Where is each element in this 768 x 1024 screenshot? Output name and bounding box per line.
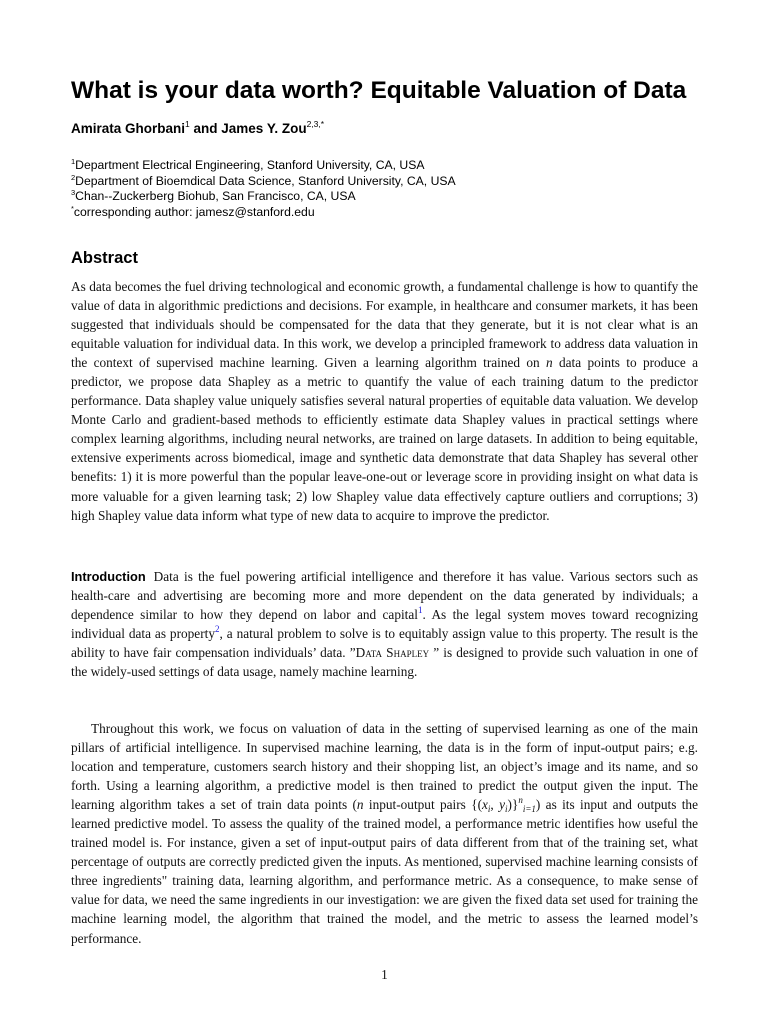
data-shapley-term: Data Shapley: [355, 645, 430, 661]
introduction-paragraph: [71, 567, 698, 681]
reference-link[interactable]: 1: [417, 605, 423, 616]
affiliation-mark: 3: [71, 188, 76, 197]
math-variable: n: [356, 797, 364, 813]
reference-link[interactable]: 2: [214, 624, 220, 635]
affiliation-text: Department of Bioemdical Data Science, Stanford University, CA, USA: [75, 173, 456, 188]
affiliation-mark: 1: [185, 119, 190, 129]
affiliation-item: [71, 205, 456, 221]
body-text: , a natural problem to solve is to equitably assign value to this property. The result is the ability to have fair compensation individuals’ data. ”: [71, 626, 698, 661]
body-text: . As the legal system moves toward recognizing individual data as property: [71, 607, 698, 642]
affiliation-text: Chan--Zuckerberg Biohub, San Francisco, CA, USA: [75, 189, 356, 203]
affiliation-mark: 1: [71, 157, 76, 166]
body-text: Throughout this work, we focus on valuation of data in the setting of supervised learning as one of the main pillars of artificial intelligence. In supervised machine learning, the data is in the form of input-output pairs; e.g. location and temperature, customers search history and their shopping list, an object’s image and its name, and so forth. Using a learning algorithm, a predictive model is then trained to predict the output given the input. The learning algorithm takes a set of train data points (: [71, 721, 698, 813]
affiliation-text: Department Electrical Engineering, Stanford University, CA, USA: [75, 158, 425, 172]
affiliation-mark: 2: [71, 172, 76, 182]
affiliation-list: [71, 158, 456, 220]
affiliation-text: corresponding author: jamesz@stanford.edu: [73, 204, 315, 219]
affiliation-item: [71, 189, 456, 205]
affiliation-item: [71, 174, 456, 190]
author-name: James Y. Zou: [221, 121, 307, 136]
paper-title: What is your data worth? Equitable Valuation of Data: [71, 77, 687, 104]
affiliation-mark: *: [71, 203, 74, 213]
body-text: input-output pairs: [363, 797, 472, 813]
affiliation-mark: 2,3,*: [306, 119, 325, 129]
math-variable: n: [546, 355, 553, 371]
introduction-heading: Introduction: [71, 569, 146, 584]
body-paragraph: [71, 719, 698, 948]
math-expression: {($x_i$, $y_i)\}^n_{i=1}$: [471, 795, 536, 815]
body-text: Data is the fuel powering artificial intelligence and therefore it has value. Various sectors such as health-care and advertising are becoming more and more dependent on the data generated by individuals; a dependence similar to how they depend on labor and capital: [71, 569, 698, 623]
author-line: [71, 120, 324, 138]
page-number: 1: [381, 967, 388, 982]
paper-page: [71, 0, 698, 1024]
abstract-text: As data becomes the fuel driving technological and economic growth, a fundamental challenge is how to quantify the value of data in algorithmic predictions and decisions. For example, in healthcare and consumer markets, it has been suggested that individuals should be compensated for the data that they generate, but it is not clear what is an equitable valuation for individual data. In this work, we develop a principled framework to address data valuation in the context of supervised machine learning. Given a learning algorithm trained on: [71, 279, 698, 371]
author-name: Amirata Ghorbani: [71, 121, 186, 136]
abstract-heading: Abstract: [71, 249, 138, 267]
body-text: ) as its input and outputs the learned predictive model. To assess the quality of the trained model, a performance metric identifies how useful the trained model is. For instance, given a set of input-output pairs of data different from that of the training set, what percentage of outputs are correctly predicted given the inputs. As mentioned, supervised machine learning consists of three ingredients" training data, learning algorithm, and performance metric. As a consequence, to make sense of value for data, we need the same ingredients in our investigation: we are given the fixed data set used for training the machine learning model, the algorithm that trained the model, and the metric to assess the learned model’s performance.: [71, 797, 698, 946]
abstract-text: data points to produce a predictor, we propose data Shapley as a metric to quantify the value of each training datum to the predictor performance. Data shapley value uniquely satisfies several natural properties of equitable data valuation. We develop Monte Carlo and gradient-based methods to efficiently estimate data Shapley values in practical settings where complex learning algorithms, including neural networks, are trained on large datasets. In addition to being equitable, extensive experiments across biomedical, image and synthetic data demonstrate that data Shapley has several other benefits: 1) it is more powerful than the popular leave-one-out or leverage score in providing insight on what data is more valuable for a given learning task; 2) low Shapley value data effectively capture outliers and corruptions; 3) high Shapley value data inform what type of new data to acquire to improve the predictor.: [71, 355, 698, 523]
affiliation-item: [71, 158, 456, 174]
body-text: ” is designed to provide such valuation in one of the widely-used settings of data usage, namely machine learning.: [71, 645, 698, 680]
author-conjunction: and: [189, 121, 222, 136]
abstract-paragraph: [71, 277, 698, 525]
